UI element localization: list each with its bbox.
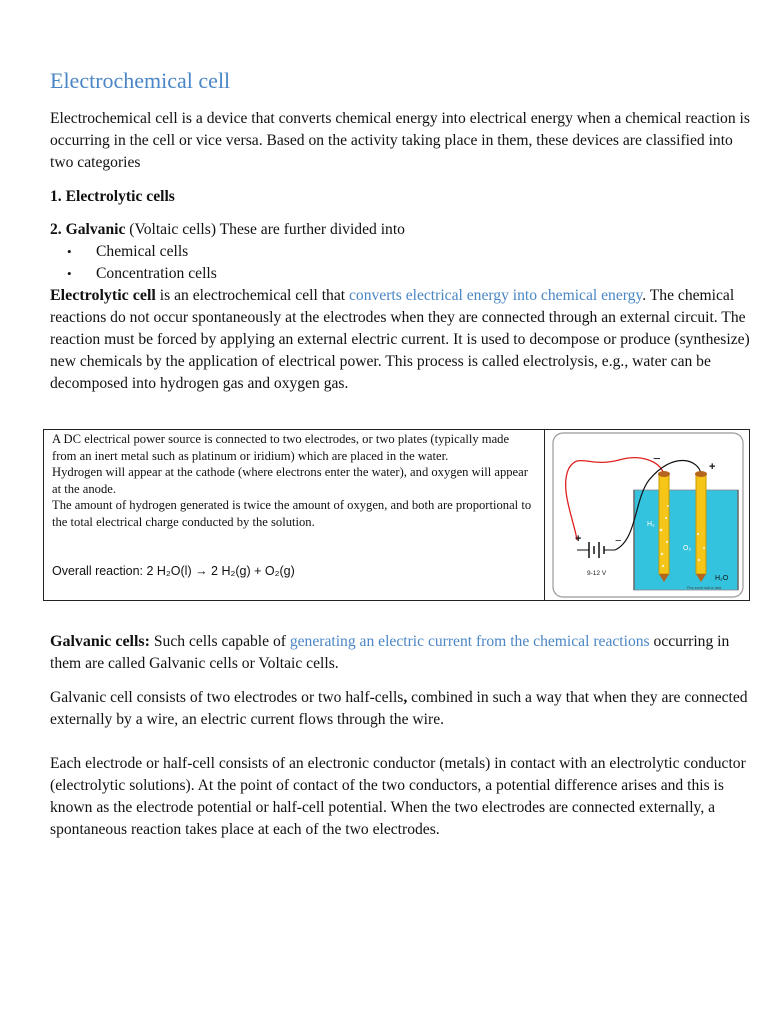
galvanic-composition-comma: , xyxy=(403,689,408,706)
electrolysis-line-2: Hydrogen will appear at the cathode (where electrons enter the water), and oxygen will appear at the anode. xyxy=(52,465,528,496)
electrolysis-diagram-icon xyxy=(549,430,747,600)
fig-o2-label: O₂ xyxy=(683,545,692,552)
overall-reaction-label: Overall reaction: xyxy=(52,564,147,578)
fig-voltage-label: 9-12 V xyxy=(587,570,607,577)
galvanic-composition-b: combined in such a way that when they are connected externally by a wire, an electric current flows through the wire. xyxy=(50,689,748,728)
fig-plus-battery: + xyxy=(575,533,582,545)
category-galvanic-label: 2. Galvanic xyxy=(50,221,126,238)
half-cell-paragraph: Each electrode or half-cell consists of an electronic conductor (metals) in contact with an electrolytic conductor (electrolytic solutions). At the point of contact of the two conductors, a potential difference arises and this is known as the electrode potential or half-cell potential. When the two electrodes are connected externally, a spontaneous reaction takes place at each of the two electrodes. xyxy=(50,755,746,838)
electrolytic-text-a: is an electrochemical cell that xyxy=(155,287,349,304)
galvanic-term: Galvanic cells: xyxy=(50,633,150,650)
electrolytic-term: Electrolytic cell xyxy=(50,287,156,304)
fig-water-label: H₂O xyxy=(715,575,729,582)
electrolytic-paragraph xyxy=(50,285,750,395)
electrolysis-line-3: The amount of hydrogen generated is twice the amount of oxygen, and both are proportional to the total electrical charge conducted by the solution. xyxy=(52,498,532,529)
page-title: Electrochemical cell xyxy=(50,68,231,93)
category-electrolytic-label: 1. Electrolytic cells xyxy=(50,188,175,205)
galvanic-text-b: occurring in them are called Galvanic cells or Voltaic cells. xyxy=(50,633,730,672)
overall-reaction-equation: 2 H₂O(l) → 2 H₂(g) + O₂(g) xyxy=(146,564,295,578)
intro-paragraph: Electrochemical cell is a device that converts chemical energy into electrical energy when a chemical reaction is occurring in the cell or vice versa. Based on the activity taking place in them, these devices are classified into two categories xyxy=(50,110,750,171)
electrolysis-figure xyxy=(549,430,747,600)
galvanic-composition-a: Galvanic cell consists of two electrodes or two half-cells xyxy=(50,689,404,706)
category-galvanic xyxy=(50,219,405,241)
fig-h2-label: H₂ xyxy=(647,521,655,528)
fig-minus: − xyxy=(653,451,661,466)
fig-minus-battery: − xyxy=(615,535,622,547)
list-item: • Concentration cells xyxy=(50,263,217,285)
category-electrolytic xyxy=(50,186,175,208)
galvanic-subtypes-list xyxy=(50,241,217,285)
fig-caption: Plus some salt or acid xyxy=(687,586,722,590)
list-item: • Chemical cells xyxy=(50,241,217,263)
galvanic-text-a: Such cells capable of xyxy=(149,633,290,650)
box-divider xyxy=(544,430,545,600)
galvanic-composition-paragraph xyxy=(50,687,750,731)
overall-reaction xyxy=(52,564,295,578)
electrolysis-line-1: A DC electrical power source is connected to two electrodes, or two plates (typically made from an inert metal such as platinum or iridium) which are placed in the water. xyxy=(52,432,510,463)
fig-plus-top: + xyxy=(709,461,716,473)
electrolytic-link[interactable]: converts electrical energy into chemical energy xyxy=(348,287,643,304)
electrolysis-description xyxy=(52,431,532,530)
galvanic-link[interactable]: generating an electric current from the chemical reactions xyxy=(289,633,650,650)
electrolytic-text-b: . The chemical reactions do not occur spontaneously at the electrodes when they are connected through an external circuit. The reaction must be forced by applying an external electric current. It is used to decompose or produce (synthesize) new chemicals by the application of electrical power. This process is called electrolysis, e.g., water can be decomposed into hydrogen gas and oxygen gas. xyxy=(50,287,750,392)
electrolysis-box xyxy=(43,429,750,601)
category-galvanic-desc: (Voltaic cells) These are further divided into xyxy=(125,221,405,238)
galvanic-paragraph xyxy=(50,631,750,675)
